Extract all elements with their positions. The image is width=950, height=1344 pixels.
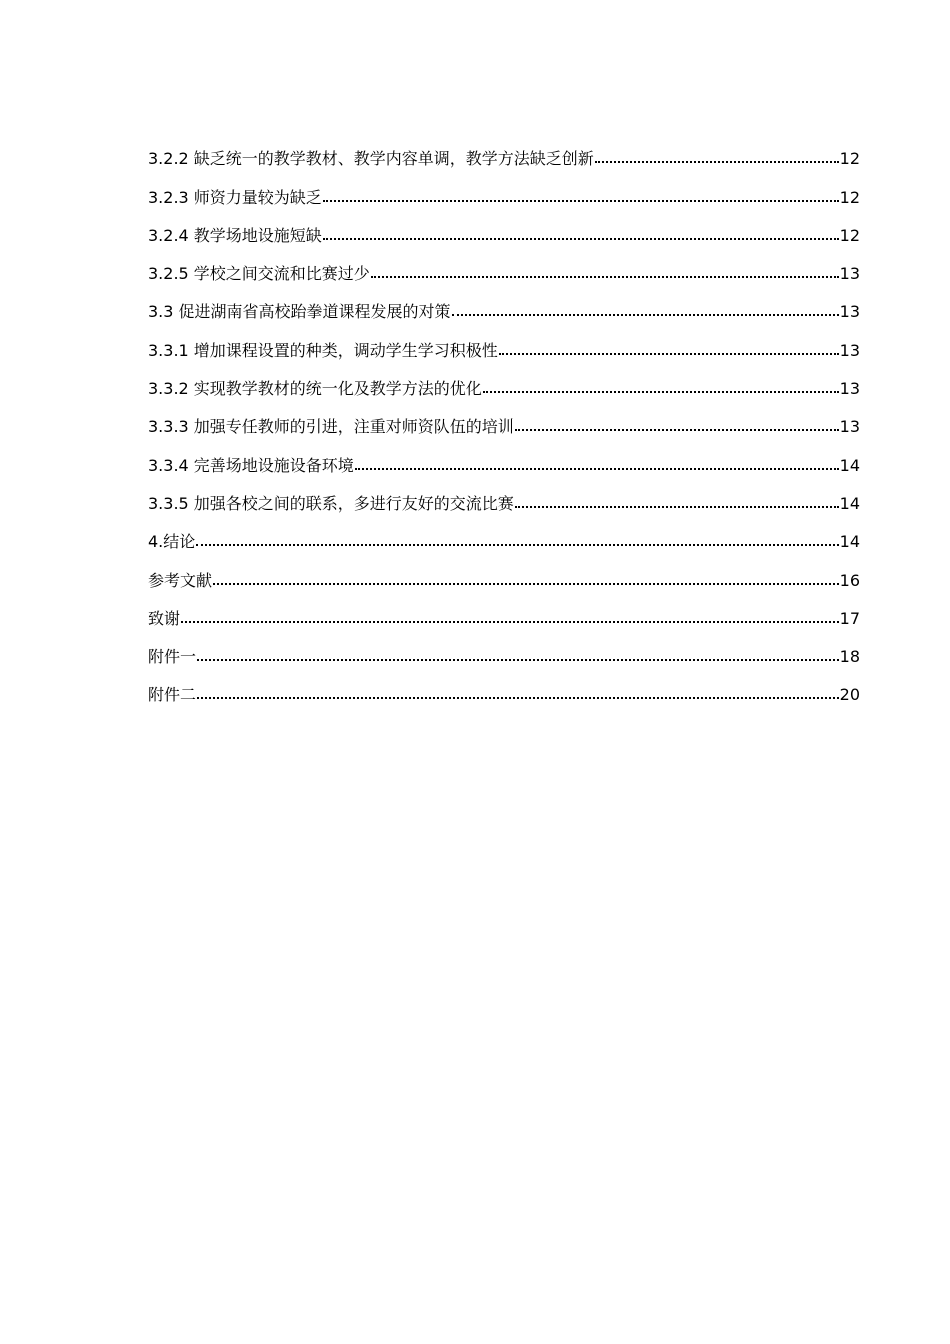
toc-entry-title: 3.3.2 实现教学教材的统一化及教学方法的优化 xyxy=(148,379,482,399)
toc-dot-leader xyxy=(595,160,839,163)
toc-entry-page: 12 xyxy=(839,225,860,245)
toc-entry-title: 3.2.3 师资力量较为缺乏 xyxy=(148,187,322,207)
toc-entry-page: 16 xyxy=(839,570,860,590)
toc-dot-leader xyxy=(371,275,839,278)
toc-dot-leader xyxy=(197,658,839,661)
toc-entry[interactable] xyxy=(148,552,860,590)
toc-entry[interactable] xyxy=(148,399,860,437)
toc-dot-leader xyxy=(323,237,839,240)
toc-dot-leader xyxy=(196,543,838,546)
toc-entry[interactable] xyxy=(148,437,860,475)
toc-entry-page: 12 xyxy=(839,149,860,169)
toc-dot-leader xyxy=(483,390,839,393)
toc-entry-page: 13 xyxy=(839,264,860,284)
toc-entry-title: 3.2.4 教学场地设施短缺 xyxy=(148,225,322,245)
toc-entry-title: 3.3.1 增加课程设置的种类，调动学生学习积极性 xyxy=(148,340,498,360)
toc-entry-page: 13 xyxy=(839,340,860,360)
toc-entry[interactable] xyxy=(148,208,860,246)
toc-entry[interactable] xyxy=(148,361,860,399)
toc-dot-leader xyxy=(515,428,839,431)
toc-entry[interactable] xyxy=(148,591,860,629)
toc-dot-leader xyxy=(213,582,839,585)
toc-dot-leader xyxy=(515,505,839,508)
toc-entry-page: 14 xyxy=(839,455,860,475)
toc-dot-leader xyxy=(452,313,839,316)
toc-dot-leader xyxy=(197,696,839,699)
table-of-contents xyxy=(148,131,860,705)
toc-entry-title: 4.结论 xyxy=(148,532,196,552)
toc-entry-page: 17 xyxy=(839,608,860,628)
toc-entry-title: 3.3.5 加强各校之间的联系，多进行友好的交流比赛 xyxy=(148,493,514,513)
toc-entry-page: 13 xyxy=(839,379,860,399)
toc-entry-title: 参考文献 xyxy=(148,570,213,590)
toc-entry-title: 致谢 xyxy=(148,608,181,628)
toc-entry-page: 12 xyxy=(839,187,860,207)
toc-entry[interactable] xyxy=(148,667,860,705)
toc-entry-title: 附件二 xyxy=(148,685,197,705)
toc-entry-page: 13 xyxy=(839,302,860,322)
toc-entry-page: 20 xyxy=(839,685,860,705)
toc-entry-title: 3.3.4 完善场地设施设备环境 xyxy=(148,455,354,475)
toc-entry-title: 3.3.3 加强专任教师的引进，注重对师资队伍的培训 xyxy=(148,417,514,437)
toc-dot-leader xyxy=(355,467,839,470)
toc-entry-title: 3.2.2 缺乏统一的教学教材、教学内容单调，教学方法缺乏创新 xyxy=(148,149,594,169)
toc-dot-leader xyxy=(499,352,839,355)
toc-entry-page: 14 xyxy=(839,532,860,552)
toc-entry[interactable] xyxy=(148,131,860,169)
toc-entry[interactable] xyxy=(148,514,860,552)
toc-dot-leader xyxy=(323,199,839,202)
toc-entry[interactable] xyxy=(148,169,860,207)
toc-entry[interactable] xyxy=(148,629,860,667)
toc-entry-page: 18 xyxy=(839,647,860,667)
toc-entry-title: 附件一 xyxy=(148,647,197,667)
toc-entry[interactable] xyxy=(148,322,860,360)
toc-entry[interactable] xyxy=(148,476,860,514)
toc-entry[interactable] xyxy=(148,246,860,284)
toc-entry-title: 3.2.5 学校之间交流和比赛过少 xyxy=(148,264,370,284)
toc-dot-leader xyxy=(181,620,839,623)
toc-entry-page: 14 xyxy=(839,493,860,513)
toc-entry-page: 13 xyxy=(839,417,860,437)
toc-entry-title: 3.3 促进湖南省高校跆拳道课程发展的对策 xyxy=(148,302,451,322)
toc-entry[interactable] xyxy=(148,284,860,322)
